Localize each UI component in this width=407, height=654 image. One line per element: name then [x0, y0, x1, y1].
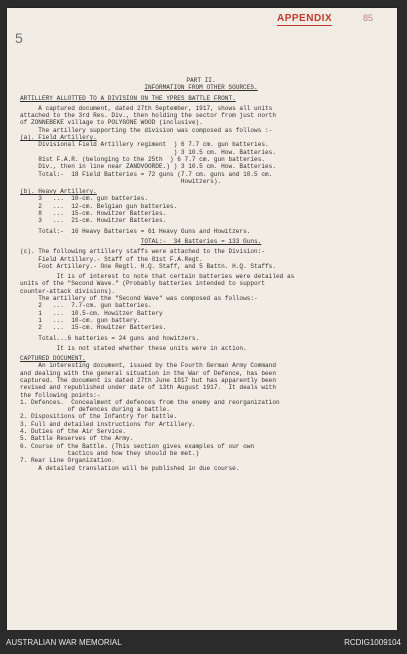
- list-item: 3. Full and detailed instructions for Artillery.: [20, 420, 196, 428]
- text-line: The artillery of the "Second Wave" was composed as follows:-: [20, 295, 258, 303]
- text-line: attached to the 3rd Res. Div., then holding the sector from just north: [20, 112, 276, 120]
- wave-total: Total...6 batteries = 24 guns and howitzers.: [20, 334, 200, 342]
- grand-total: TOTAL:- 34 Batteries = 133 Guns.: [140, 237, 262, 245]
- text-line: An interesting document, issued by the Fourth German Army Command: [20, 362, 276, 370]
- list-item: 7. Rear Line Organization.: [20, 457, 116, 465]
- text-line: Div., then in line near ZANDVOORDE.) ) 3 10.5 cm. How. Batteries.: [20, 163, 276, 171]
- text-line: revised and republished under date of 13th August 1917. It deals with: [20, 384, 276, 392]
- footer-source: AUSTRALIAN WAR MEMORIAL: [6, 638, 122, 647]
- not-stated-line: It is not stated whether these units were in action.: [20, 344, 247, 352]
- staffs-section: [20, 248, 382, 270]
- part-title: PART II.: [186, 77, 216, 84]
- heading-artillery: ARTILLERY ALLOTTED TO A DIVISION ON THE YPRES BATTLE FRONT.: [20, 94, 236, 102]
- document-body: [20, 77, 382, 472]
- text-line: and dealing with the general situation in the War of Defence, has been: [20, 369, 276, 377]
- footer-bar: [0, 630, 407, 654]
- points-list: [20, 399, 382, 465]
- section-title: INFORMATION FROM OTHER SOURCES.: [144, 84, 258, 92]
- text-line: 2 ... 12-cm. Belgian gun batteries.: [20, 202, 178, 210]
- second-wave-section: [20, 273, 382, 352]
- list-item: tactics and how they should be met.): [20, 449, 200, 457]
- heavy-artillery-section: [20, 188, 382, 235]
- text-line: Foot Artillery.- One Regtl. H.Q. Staff, and 5 Battn. H.Q. Staffs.: [20, 262, 276, 270]
- footer-id: RCDIG1009104: [344, 638, 401, 647]
- appendix-stamp: APPENDIX: [277, 13, 333, 24]
- text-line: The artillery supporting the division was composed as follows :-: [20, 126, 273, 134]
- list-item: of defences during a battle.: [20, 406, 170, 414]
- closing-line: A detailed translation will be published in due course.: [20, 464, 240, 472]
- heavy-total: Total:- 16 Heavy Batteries = 61 Heavy Guns and Howitzers.: [20, 227, 251, 235]
- paragraph-captured: [20, 105, 382, 134]
- list-item: 2. Dispositions of the Infantry for battle.: [20, 413, 178, 421]
- text-line: It is of interest to note that certain batteries were detailed as: [20, 273, 295, 281]
- text-line: 3 ... 10-cm. gun batteries.: [20, 195, 148, 203]
- text-line: 8 ... 15-cm. Howitzer Batteries.: [20, 210, 167, 218]
- text-line: (a). Field Artillery.: [20, 134, 97, 142]
- page-number: 85: [363, 13, 374, 23]
- document-page: [7, 8, 397, 630]
- text-line: 3 ... 21-cm. Howitzer Batteries.: [20, 217, 167, 225]
- text-line: Howitzers).: [20, 177, 222, 185]
- text-line: 1 ... 10-cm. gun battery.: [20, 316, 141, 324]
- pencil-mark: 5: [15, 30, 23, 46]
- text-line: 81st F.A.R. (belonging to the 25th ) 6 7.7 cm. gun batteries.: [20, 155, 266, 163]
- text-line: (c). The following artillery staffs were attached to the Division:-: [20, 248, 266, 256]
- text-line: units of the "Second Wave." (Probably batteries intended to support: [20, 280, 266, 288]
- text-line: the following points:-: [20, 391, 101, 399]
- text-line: captured. The document is dated 27th June 1917 but has apparently been: [20, 376, 276, 384]
- text-line: counter-attack divisions).: [20, 287, 116, 295]
- text-line: (b). Heavy Artillery.: [20, 188, 97, 196]
- heading-captured-document: CAPTURED DOCUMENT.: [20, 355, 86, 363]
- list-item: 5. Battle Reserves of the Army.: [20, 435, 134, 443]
- paragraph-fourth-army: [20, 362, 382, 398]
- text-line: Divisional Field Artillery regiment ) 6 7.7 cm. gun batteries.: [20, 141, 269, 149]
- text-line: Total:- 18 Field Batteries = 72 guns (7.7 cm. guns and 10.5 cm.: [20, 170, 273, 178]
- text-line: ) 3 10.5 cm. How. Batteries.: [20, 148, 276, 156]
- text-line: A captured document, dated 27th September, 1917, shows all units: [20, 104, 273, 112]
- text-line: of ZONNEBEKE village to POLYGONE WOOD (inclusive).: [20, 119, 203, 127]
- list-item: 1. Defences. Concealment of defences from the enemy and reorganization: [20, 398, 280, 406]
- list-item: 4. Duties of the Air Service.: [20, 428, 127, 436]
- text-line: Field Artillery.- Staff of the 81st F.A.Regt.: [20, 255, 203, 263]
- list-item: 6. Course of the Battle. (This section gives examples of our own: [20, 442, 255, 450]
- text-line: 2 ... 7.7-cm. gun batteries.: [20, 302, 152, 310]
- field-artillery-section: [20, 134, 382, 185]
- text-line: 1 ... 10.5-cm. Howitzer Battery: [20, 309, 163, 317]
- text-line: 2 ... 15-cm. Howitzer Batteries.: [20, 324, 167, 332]
